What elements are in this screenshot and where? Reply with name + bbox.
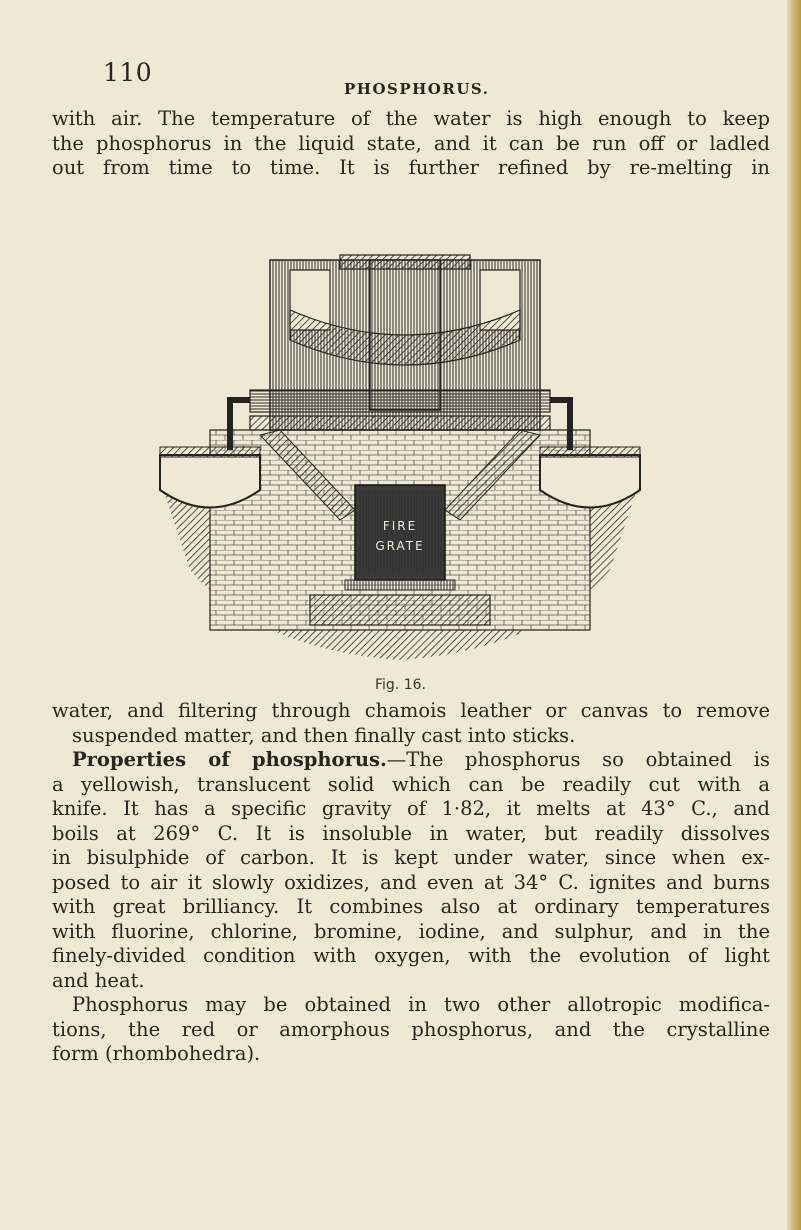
text-line: posed to air it slowly oxidizes, and even at 34° C. ignites and burns <box>52 870 770 894</box>
text-line: form (rhombohedra). <box>52 1042 261 1065</box>
running-title: PHOSPHORUS. <box>344 80 490 98</box>
text-line: knife. It has a specific gravity of 1·82, it melts at 43° C., and <box>52 797 770 820</box>
text-run: —The phosphorus so obtained is <box>386 748 770 771</box>
body-text <box>52 699 770 1067</box>
left-water-trough <box>160 455 260 508</box>
text-line <box>52 748 770 773</box>
page-edge <box>787 0 801 1230</box>
central-chimney <box>370 260 440 410</box>
text-line: the phosphorus in the liquid state, and it can be run off or ladled <box>52 131 770 155</box>
ash-pit <box>310 595 490 625</box>
text-line: and heat. <box>52 968 145 992</box>
text-line: in bisulphide of carbon. It is kept under water, since when ex- <box>52 846 770 869</box>
text-line: suspended matter, and then finally cast into sticks. <box>72 723 576 747</box>
fire-label: FIRE <box>382 519 418 533</box>
text-line: with great brilliancy. It combines also at ordinary temperatures <box>52 895 770 918</box>
text-line: finely-divided condition with oxygen, with the evolution of light <box>52 944 770 967</box>
top-paragraph <box>52 107 770 181</box>
text-line: tions, the red or amorphous phosphorus, and the crystalline <box>52 1017 770 1041</box>
text-line: out from time to time. It is further refined by re-melting in <box>52 156 770 179</box>
text-line: with fluorine, chlorine, bromine, iodine, and sulphur, and in the <box>52 919 770 943</box>
page-number: 110 <box>103 58 153 87</box>
text-line: water, and filtering through chamois leather or canvas to remove <box>52 699 770 722</box>
text-line: boils at 269° C. It is insoluble in water, but readily dissolves <box>52 821 770 845</box>
figure-caption: Fig. 16. <box>375 677 426 693</box>
retort-furnace-figure <box>140 240 660 670</box>
retort-tubes <box>250 390 550 412</box>
section-heading: Properties of phosphorus. <box>72 748 387 771</box>
text-line: a yellowish, translucent solid which can be readily cut with a <box>52 772 770 796</box>
text-line: with air. The temperature of the water is high enough to keep <box>52 107 770 130</box>
text-line: Phosphorus may be obtained in two other allotropic modifica- <box>72 993 770 1016</box>
right-water-trough <box>540 455 640 508</box>
grate-label: GRATE <box>375 539 425 553</box>
